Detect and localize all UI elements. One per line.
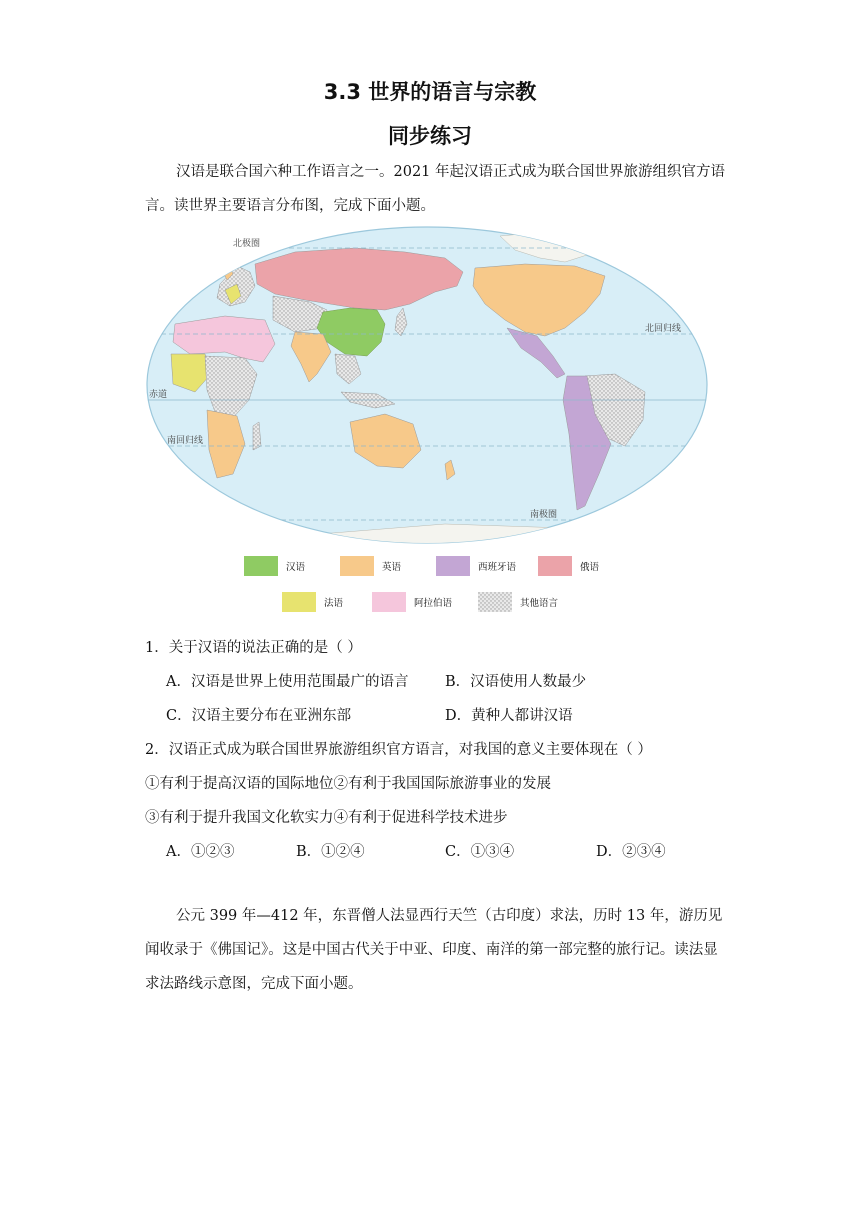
question-1-option-d: D．黄种人都讲汉语	[445, 708, 573, 724]
question-2-option-b: B．①②④	[296, 844, 365, 860]
legend-item-arabic	[372, 592, 452, 612]
legend-label: 俄语	[580, 562, 600, 573]
legend-item-english	[340, 556, 401, 576]
label-antarctic-circle: 南极圈	[530, 510, 558, 520]
label-arctic-circle: 北极圈	[233, 239, 261, 249]
passage-faxian: 公元 399 年—412 年，东晋僧人法显西行天竺（古印度）求法，历时 13 年，游历见闻收录于《佛国记》。这是中国古代关于中亚、印度、南洋的第一部完整的旅行记。读法显求法路线示意图，完成下面小题。	[145, 908, 723, 992]
page-title: 3.3 世界的语言与宗教	[323, 80, 537, 104]
legend-item-chinese	[244, 556, 305, 576]
legend-swatch	[436, 556, 470, 576]
legend-label: 西班牙语	[478, 562, 517, 573]
legend-label: 英语	[382, 562, 402, 573]
legend-swatch	[478, 592, 512, 612]
question-1-stem: 1．关于汉语的说法正确的是（ ）	[145, 640, 362, 656]
page-subtitle: 同步练习	[388, 124, 472, 148]
legend-item-spanish	[436, 556, 516, 576]
world-language-map	[145, 224, 710, 546]
label-tropic-of-cancer: 北回归线	[645, 324, 682, 334]
question-2-stem: 2．汉语正式成为联合国世界旅游组织官方语言，对我国的意义主要体现在（ ）	[145, 742, 652, 758]
question-1-option-c: C．汉语主要分布在亚洲东部	[166, 708, 352, 724]
legend-label: 其他语言	[520, 598, 559, 609]
legend-swatch	[538, 556, 572, 576]
map-legend	[230, 556, 630, 616]
legend-item-other	[478, 592, 558, 612]
question-2-option-d: D．②③④	[596, 844, 666, 860]
legend-label: 法语	[324, 598, 344, 609]
legend-swatch	[372, 592, 406, 612]
intro-paragraph: 汉语是联合国六种工作语言之一。2021 年起汉语正式成为联合国世界旅游组织官方语言。读世界主要语言分布图，完成下面小题。	[145, 164, 726, 214]
question-2-statement-2: ③有利于提升我国文化软实力④有利于促进科学技术进步	[145, 810, 508, 826]
label-tropic-of-capricorn: 南回归线	[167, 436, 204, 446]
question-2-option-a: A．①②③	[166, 844, 235, 860]
question-1-option-a: A．汉语是世界上使用范围最广的语言	[166, 674, 409, 690]
legend-swatch	[244, 556, 278, 576]
legend-item-french	[282, 592, 343, 612]
legend-swatch	[340, 556, 374, 576]
question-2-statement-1: ①有利于提高汉语的国际地位②有利于我国国际旅游事业的发展	[145, 776, 551, 792]
legend-swatch	[282, 592, 316, 612]
legend-label: 汉语	[286, 562, 306, 573]
legend-item-russian	[538, 556, 599, 576]
question-2-option-c: C．①③④	[445, 844, 515, 860]
legend-label: 阿拉伯语	[414, 598, 453, 609]
question-1-option-b: B．汉语使用人数最少	[445, 674, 587, 690]
label-equator: 赤道	[149, 390, 168, 400]
